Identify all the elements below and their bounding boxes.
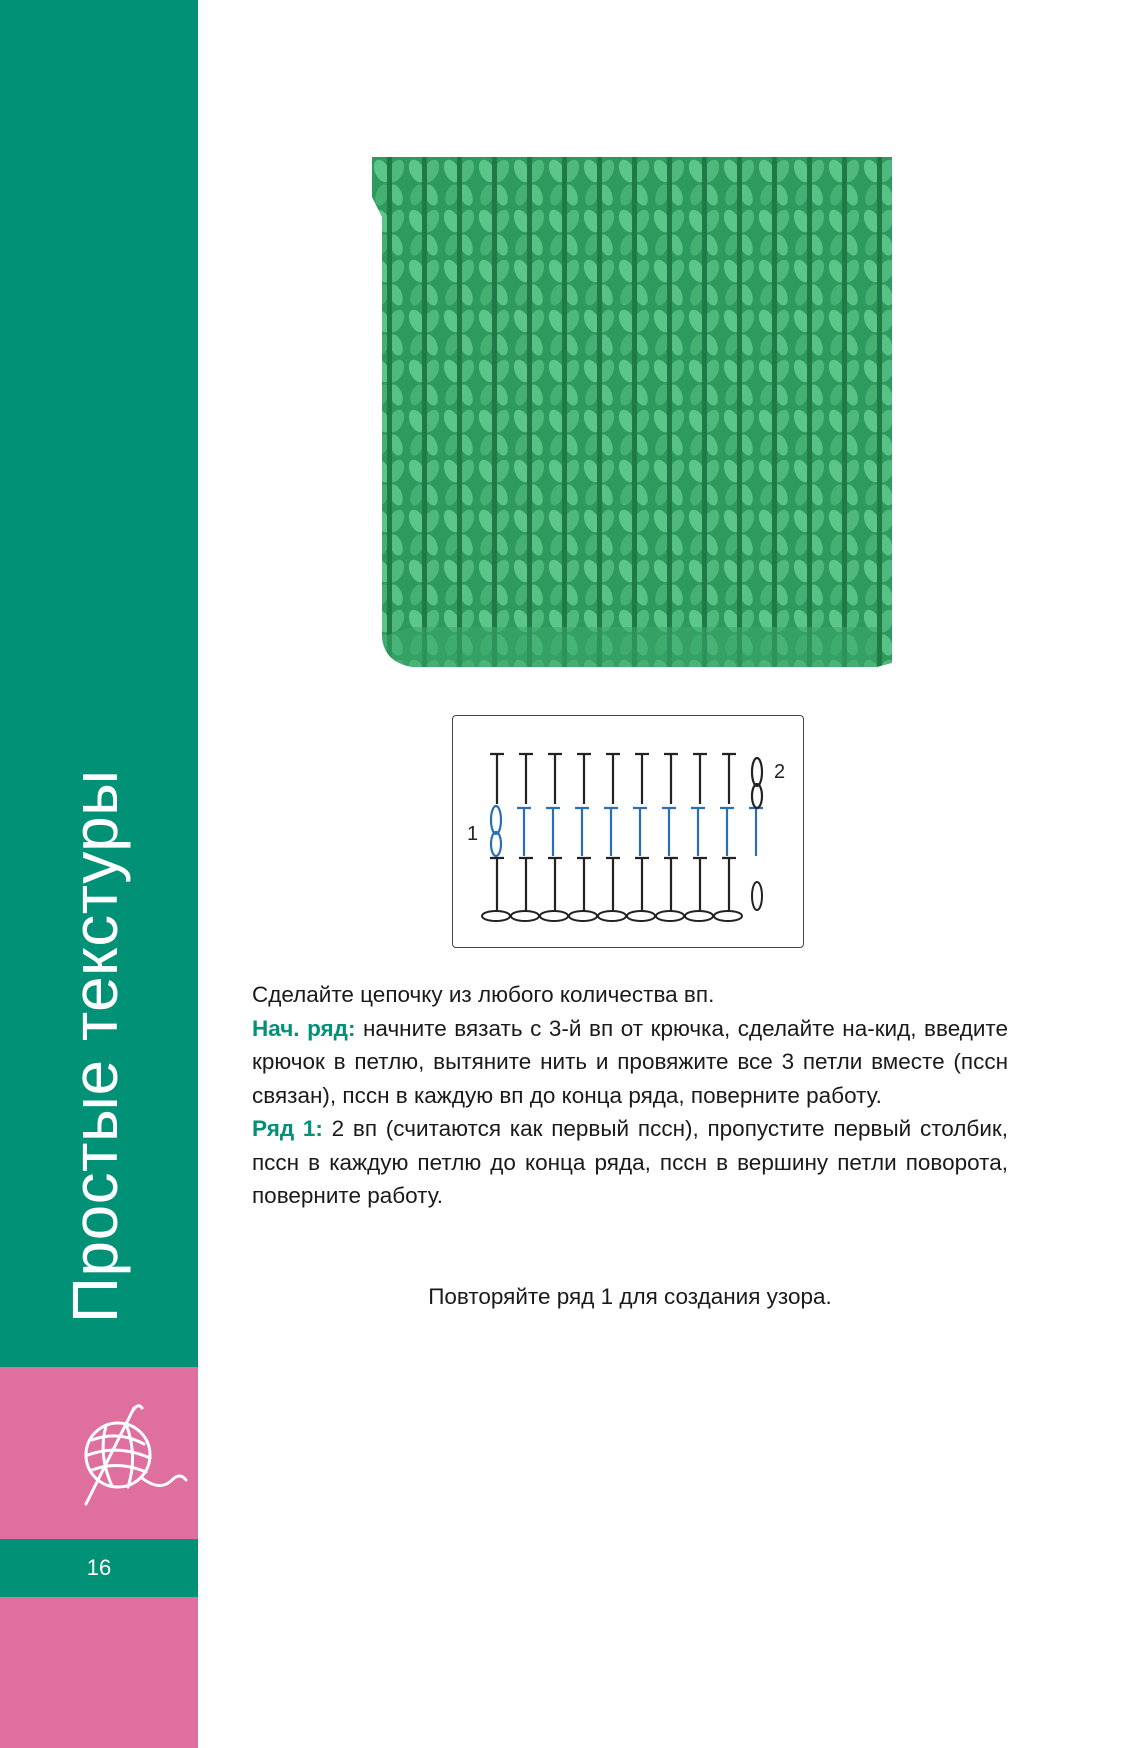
row-2 [490,754,762,808]
row-label-1: 1 [467,823,479,845]
sidebar [0,0,198,1748]
sidebar-pink-bottom-band [0,1597,198,1748]
row1-paragraph [252,1112,1008,1213]
row-label-2: 2 [774,761,786,783]
foundation-row-paragraph [252,1012,1008,1113]
foundation-row-text: начните вязать с 3-й вп от крючка, сделайте на-кид, введите крючок в петлю, вытяните нить и провяжите все 3 петли вместе (пссн связан), пссн в каждую вп до конца ряда, поверните работу. [252,1015,1008,1108]
crochet-swatch-photo [372,157,892,675]
stitch-diagram [452,715,804,948]
row1-label: Ряд 1: [252,1116,323,1141]
repeat-instruction: Повторяйте ряд 1 для создания узора. [428,1284,832,1309]
foundation-chain [482,882,762,921]
yarn-ball-with-crochet-hook-icon [68,1400,188,1510]
row1-text: 2 вп (считаются как первый пссн), пропустите первый столбик, пссн в каждую петлю до конца ряда, пссн в вершину петли поворота, поверните работу. [252,1116,1008,1208]
chapter-title: Простые текстуры [59,769,131,1323]
intro-paragraph: Сделайте цепочку из любого количества вп. [252,982,715,1007]
page-number: 16 [86,1555,112,1580]
instructions-text [252,978,1008,1213]
foundation-row [490,858,736,911]
foundation-row-label: Нач. ряд: [252,1015,356,1041]
row-1 [491,806,763,856]
stitch-diagram-chart [453,716,802,946]
